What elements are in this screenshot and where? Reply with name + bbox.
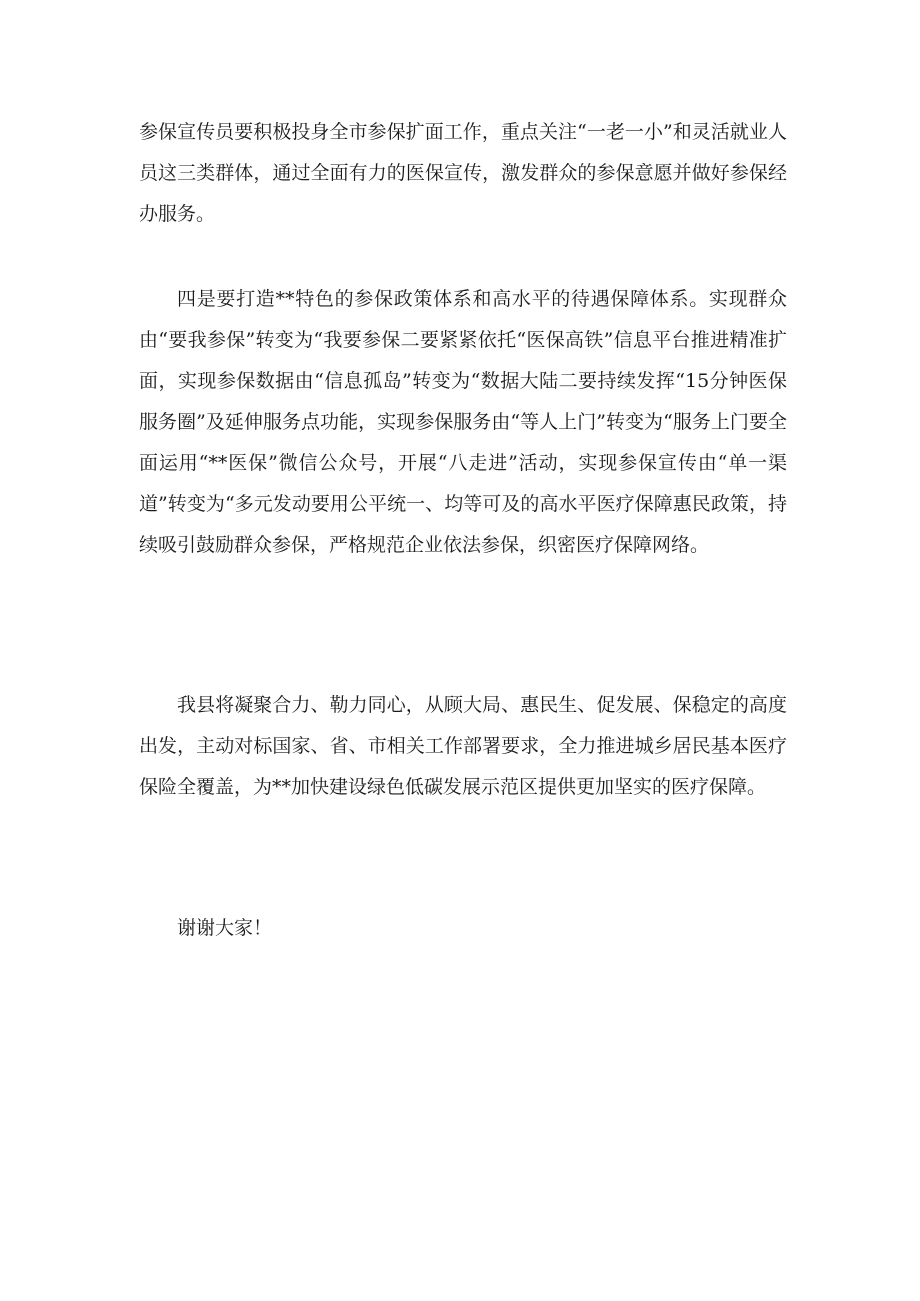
paragraph-conclusion: 我县将凝聚合力、勒力同心，从顾大局、惠民生、促发展、保稳定的高度出发，主动对标国家、省、市相关工作部署要求，全力推进城乡居民基本医疗保险全覆盖，为**加快建设绿色低碳发展示范区提供更加坚实的医疗保障。: [139, 694, 787, 798]
paragraph-continuation: 参保宣传员要积极投身全市参保扩面工作，重点关注“一老一小”和灵活就业人员这三类群体，通过全面有力的医保宣传，激发群众的参保意愿并做好参保经办服务。: [139, 121, 787, 225]
paragraph-policy-system: 四是要打造**特色的参保政策体系和高水平的待遇保障体系。实现群众由“要我参保”转变为“我要参保二要紧紧依托“医保高铁”信息平台推进精准扩面，实现参保数据由“信息孤岛”转变为“数据大陆二要持续发挥“15分钟医保服务圈”及延伸服务点功能，实现参保服务由“等人上门”转变为“服务上门要全面运用“**医保”微信公众号，开展“八走进”活动，实现参保宣传由“单一渠道”转变为“多元发动要用公平统一、均等可及的高水平医疗保障惠民政策，持续吸引鼓励群众参保，严格规范企业依法参保，织密医疗保障网络。: [139, 288, 787, 556]
paragraph-thanks: 谢谢大家！: [177, 917, 273, 939]
